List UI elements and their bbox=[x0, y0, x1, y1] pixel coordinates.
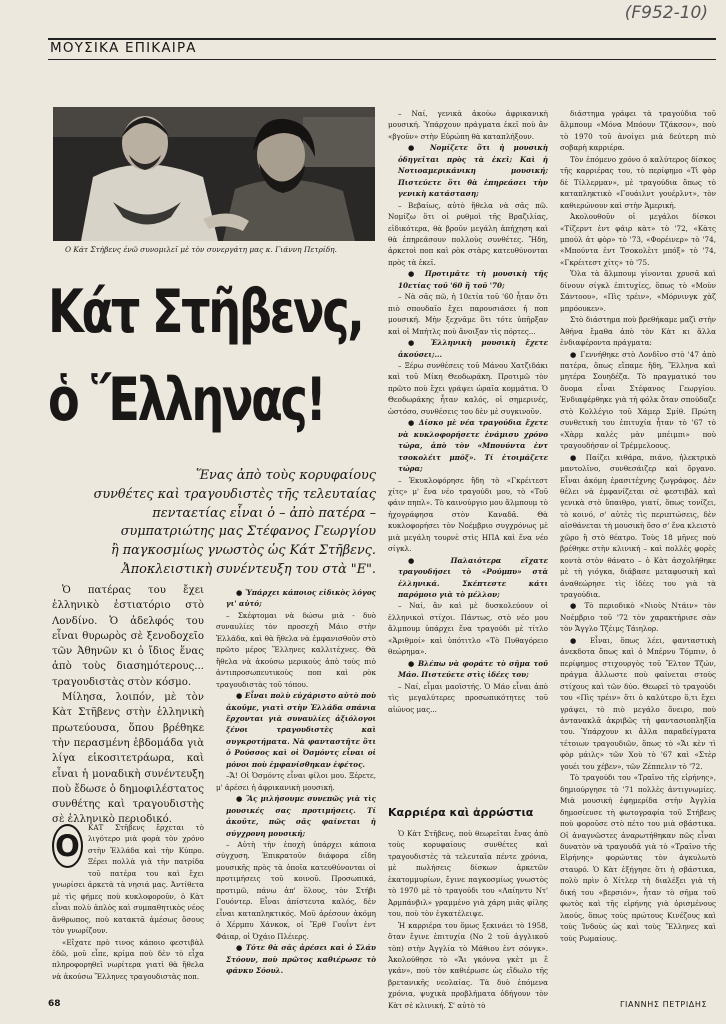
paragraph: «Εἴχατε πρὸ τινος κάποιο φεστιβὰλ ἐδῶ, μοῦ εἶπε, κρίμα ποὺ δὲν τὸ εἶχα πληροφορηθεῖ νωρίτερα γιατὶ θὰ ἤθελα νὰ ἀκούσω Ἕλληνες τραγουδιστὰς ποπ. bbox=[52, 937, 204, 981]
paragraph: Ὁ πατέρας του ἔχει ἑλληνικὸ ἑστιατόριο στὸ Λονδίνο. Ὁ ἀδελφός του εἶναι θυρωρὸς σὲ ξενοδοχεῖο τῶν Ἀθηνῶν κι ὁ ἴδιος ἕνας ἀπὸ τοὺς διασημότερους... τραγουδιστὰς στὸν κόσμο. bbox=[52, 585, 204, 688]
standfirst-line: ἢ παγκοσμίως γνωστὸς ὡς Κάτ Στῆβενς. bbox=[111, 543, 376, 559]
paragraph: Μίλησα, λοιπόν, μὲ τὸν Κὰτ Στῆβενς στὴν ἑλληνικὴ πρωτεύουσα, ὅπου βρέθηκε τὴν περασμένη ἑβδομάδα γιὰ λίγα εἰκοσιτετράωρα, καὶ εἶναι ἡ μοναδικὴ συνέντευξη ποὺ ἔδωσε ὁ δημοφιλέστατος συνθέτης καὶ τραγουδιστὴς σὲ ἑλληνικὸ περιοδικό. bbox=[52, 692, 204, 826]
standfirst-line: πενταετίας εἶναι ὁ – ἀπὸ πατέρα – bbox=[152, 505, 376, 521]
interview-answer: – Ναί, γενικὰ ἀκούω ἀφρικανικὴ μουσική. Ὑπάρχουν πράγματα ἐκεῖ ποὺ ἂν «βγοῦν» στὴν Εὐρώπη θὰ καταπλήξουν. bbox=[388, 109, 548, 141]
interview-answer: – Σκέφτομαι νὰ δώσω μιὰ - δυὸ συναυλίες τὸν προσεχῆ Μάιο στὴν Ἑλλάδα, καὶ θὰ ἤθελα νὰ ἐμφανισθοῦν στὸ πρῶτο μέρος Ἕλληνες καλλιτέχνες. Θὰ ἤθελα νὰ ἀκούσω μερικοὺς ἀπὸ τοὺς πιὸ ἀντιπροσωπευτικοὺς ποπ καὶ ρὸκ τραγουδιστὰς τοῦ τόπου. bbox=[216, 610, 376, 689]
interview-answer: – Ξέρω συνθέσεις τοῦ Μάνου Χατζιδάκι καὶ τοῦ Μίκη Θεοδωράκη. Προτιμῶ τὸν πρῶτο ποὺ ἔχει γράψει ὡραῖα κομμάτια. Ὁ Θεοδωράκης ἦταν καλός, οἱ σημερινές, ὡστόσο, συνθέσεις του δὲν μὲ συγκινοῦν. bbox=[388, 360, 548, 416]
drop-cap: Ο bbox=[52, 824, 83, 868]
interview-question: ● Ἑλληνικὴ μουσικὴ ἔχετε ἀκούσει;... bbox=[388, 337, 548, 360]
standfirst-line: συνθέτες καὶ τραγουδιστὲς τῆς τελευταίας bbox=[93, 486, 376, 502]
column-1-lead bbox=[52, 583, 204, 828]
interview-question: ● Ὑπάρχει κάποιος εἰδικὸς λόγος γι' αὐτό; bbox=[216, 587, 376, 610]
headline-line-2: ὁ Ἕλληνας! bbox=[48, 365, 325, 435]
column-2 bbox=[216, 587, 376, 976]
interview-answer: – Ναί, εἶμαι μαοϊστής. Ὁ Μάο εἶναι ἀπὸ τὶς μεγαλύτερες προσωπικότητες τοῦ αἰώνος μας... bbox=[388, 681, 548, 714]
paragraph: ● Εἶναι, ὅπως λέει, φανταστικὴ ἀνεκδοτα ὅπως καὶ ὁ Μπέρνυ Τόμπιν, ὁ περίφημος στιχουργὸς τοῦ Ἔλτον Τζών, πράγμα ἄλλωστε ποὺ φαίνεται στοὺς στίχους καὶ τῶν δύο. Θεωρεῖ τὸ τραγούδι του «Πὶς τρέιν» ὅτι ὁ καλύτερο ὅ,τι ἔχει γράψει, τὸ πιὸ μεγάλο ὄνειρο, ποὺ ἀντανακλᾶ ἀκριβῶς τὴ φαντασιοπληξία του. Ὑπάρχουν κι ἄλλα παραδείγματα τέτοιων τραγουδιῶν, ὅπως τὸ «Ἄι κὲν τὶ φὸρ μάιλς» τῶν Χοὺ τὸ '67 καὶ «Στὲρ γουέι του χέβεν», τῶν Ζέππελιν τὸ '72. bbox=[560, 635, 716, 771]
interview-question: ● Προτιμᾶτε τὴ μουσικὴ τῆς 10ετίας τοῦ '60 ἢ τοῦ '70; bbox=[388, 268, 548, 291]
interview-answer: – Βεβαίως, αὐτὸ ἤθελα νὰ σᾶς πῶ. Νομίζω ὅτι οἱ ρυθμοὶ τῆς Βραζιλίας, εἰδικότερα, θὰ βροῦν μεγάλη ἀπήχηση καὶ θὰ ἐπηρεάσουν πολλοὺς συνθέτες. Ἤδη, ἀρκετοὶ ποπ καὶ ρὸκ στὰρς κατευθύνονται πρὸς τὰ ἐκεῖ. bbox=[388, 200, 548, 267]
standfirst-line: Ἀποκλειστικὴ συνέντευξη του στὰ "Ε". bbox=[121, 561, 376, 577]
paragraph: Τὸ τραγούδι του «Τραῖνο τῆς εἰρήνης», δημιούργησε τὸ '71 πολλὲς ἀντιγνωμίες. Μιὰ μουσικὴ ἐφημερίδα στὴν Ἀγγλία δημοσίευσε τὴ φωτογραφία τοῦ Στήβενς ποὺ φοροῦσε στὸ πέτο του μιὰ σβάστικα. Οἱ ἀναγνῶστες ἀναρωτήθηκαν πῶς εἶναι δυνατὸν νὰ τραγουδᾶ γιὰ τὸ «Τραῖνο τῆς Εἰρήνης» φορώντας τὸν ἀγκυλωτὸ σταυρό. Ὁ Κὰτ ἐξήγησε ὅτι ἡ σβάστικα, πολὺ πρὶν ὁ Χίτλερ τὴ διαλέξει γιὰ τὴ δική του «βερσιόν», ἦταν τὸ σῆμα τοῦ φωτὸς καὶ τῆς εἰρήνης γιὰ ὁρισμένους λαούς, ὅπως τοὺς πρώτους Κινέζους καὶ τοὺς Ἰνδοὺς ὡς καὶ τοὺς Ἕλληνες καὶ τοὺς Ρωμαίους. bbox=[560, 773, 716, 943]
interview-question: ● Εἶναι πολὺ εὐχάριστο αὐτὸ ποὺ ἀκοῦμε, γιατὶ στὴν Ἑλλάδα σπάνια ἔρχονται γιὰ συναυλίες ἀξιόλογοι ξένοι τραγουδιστὲς καὶ συγκροτήματα. Νὰ φανταστῆτε ὅτι ὁ Ρούσσος καὶ οἱ Ὀσμόντς εἶναι οἱ μόνοι ποὺ ἐμφανίσθηκαν ἐφέτος. bbox=[216, 690, 376, 770]
interview-answer: –Ἄ! Οἱ Ὀσμόντς εἶναι φίλοι μου. Ξέρετε, μ' ἀρέσει ἡ ἀφρικανικὴ μουσική. bbox=[216, 771, 376, 792]
subheading: Καρριέρα καὶ ἀρρώστια bbox=[388, 806, 534, 819]
header-rule-bottom bbox=[48, 59, 716, 60]
interview-answer: – Αὐτὴ τὴν ἐποχὴ ὑπάρχει κάποια σύγχυση. Ἐπικρατοῦν διάφορα εἴδη μουσικῆς πρὸς τὰ ὁποῖα κατευθύνονται οἱ προτιμήσεις τοῦ κοινοῦ. Προσωπικά, προτιμῶ, πάνω ἀπ' ὅλους, τὸν Στήβι Γουόντερ. Εἶναι ἀπίστευτα καλός, δὲν εἶναι καταπληκτικός. Μοῦ ἀρέσουν ἀκόμη ὁ Χέρμπυ Χάνκοκ, οἱ Ἔρθ Γουΐντ ἐντ Φάιαρ, οἱ Ὀχάιο Πλέιερς. bbox=[216, 839, 376, 941]
interview-answer: – Ἐκυκλοφόρησε ἤδη τὸ «Γκρέιτεστ χίτς» μ' ἕνα νέο τραγούδι μου, τὸ «Τοῦ φάιν πηπλ». Τὸ καινούργιο μου ἄλμπουμ τὸ ἠχογράφησα στὸν Καναδᾶ. Θὰ κυκλοφορήσει τὸν Νοέμβριο συγχρόνως μὲ μιὰ μεγάλη τουρνὲ στὶς ΗΠΑ καὶ ἕνα νέο σίγκλ. bbox=[388, 475, 548, 554]
standfirst-line: Ἕνας ἀπὸ τοὺς κορυφαίους bbox=[195, 468, 376, 483]
interview-photo bbox=[53, 107, 375, 241]
author-signature: ΓΙΑΝΝΗΣ ΠΕΤΡΙΔΗΣ bbox=[620, 1000, 708, 1009]
paragraph: ● Τὸ περιοδικὸ «Νιοὺς Ντάιν» τὸν Νοέμβριο τοῦ '72 τὸν χαρακτήρισε σὰν τὸν Ἄγγλο Τζέιμς Τάιηλορ. bbox=[560, 601, 716, 634]
interview-question: ● Νομίζετε ὅτι ἡ μουσικὴ ὁδηγεῖται πρὸς τὰ ἐκεῖ; Καὶ ἡ Νοτιοαμερικάνικη μουσική; Πιστεύετε ὅτι θὰ ἐπηρεάσει τὴν γενικὴ κατάσταση; bbox=[388, 142, 548, 199]
interview-question: ● Παλαιότερα εἴχατε τραγουδήσει τὸ «Ρούμπυ» στὰ ἑλληνικά. Σκέπτεστε κάτι παρόμοιο γιὰ τὸ μέλλον; bbox=[388, 555, 548, 601]
paragraph: Ἡ καρριέρα του ὅμως ξεκινάει τὸ 1958, ὅταν ἔγινε ἐπιτυχία (Νο 2 τοῦ ἀγγλικοῦ τὸπ) στὴν Ἀγγλία τὸ Μάθιου ἐντ σόνγκ». Ἀκολούθησε τὸ «Ἄι γκόννα γκὲτ μι ἒ γκάν», ποὺ τὸν καθιέρωσε ὡς εἴδωλο τῆς βρετανικῆς νεολαίας. Τὰ δυὸ ἑπόμενα χρόνια, ψυχικὰ προβλήματα ὁδήγουν τὸν Κὰτ σὲ κλινική. Σ' αὐτὸ τὸ bbox=[388, 920, 548, 1010]
photo-caption: Ο Κάτ Στήβενς ένῶ συνομιλεῖ μὲ τὸν συνεργάτη μας κ. Γιάννη Πετρίδη. bbox=[65, 245, 337, 254]
interview-question: ● Τότε θὰ σᾶς ἀρέσει καὶ ὁ Σλάυ Στόουν, ποὺ πρῶτος καθιέρωσε τὸ φάνκυ Σόουλ. bbox=[216, 942, 376, 976]
page-number: 68 bbox=[48, 999, 61, 1009]
interview-answer: – Ναί, ἂν καὶ μὲ δυσκολεύουν οἱ ἑλληνικοὶ στίχοι. Πάντως, στὸ νέο μου ἄλμπουμ ὑπάρχει ἕνα τραγούδι μὲ τίτλο «Ἀριθμοί» καὶ ὑπότιτλο «Τὸ Πυθαγόρειο θεώρημα». bbox=[388, 601, 548, 657]
handwritten-archive-note: (F952-10) bbox=[624, 3, 708, 23]
paragraph: Ὁ Κὰτ Στῆβενς, ποὺ θεωρεῖται ἕνας ἀπὸ τοὺς κορυφαίους συνθέτες καὶ τραγουδιστὲς τὰ τελευταῖα πέντε χρόνια, μὲ πωλήσεις δίσκων ἀρκετῶν ἑκατομμυρίων, ἔγινε παγκοσμίως γνωστὸς τὸ 1970 μὲ τὸ τραγούδι του «Λαίηντυ Ντ' Ἀρμπάνβιλ» γραμμένο γιὰ χάρη μιᾶς φίλης του, ποὺ τὸν ἐγκατέλειψε. bbox=[388, 829, 548, 919]
column-3 bbox=[388, 108, 548, 715]
interview-question: ● Βλέπω νὰ φοράτε τὸ σῆμα τοῦ Μάο. Πιστεύετε στὶς ἰδέες του; bbox=[388, 658, 548, 681]
section-title: ΜΟΥΣΙΚΑ ΕΠΙΚΑΙΡΑ bbox=[50, 40, 197, 56]
paragraph: Ἀκολουθοῦν οἱ μεγάλοι δίσκοι «Τίζερντ ἐντ φάιρ κὰτ» τὸ '72, «Κὰτς μπούλ ἀτ φὸρ» τὸ '73, «Φορέινερ» τὸ '74, «Μπούντα ἐντ Τσοκολὲιτ μπόξ» τὸ '74, «Γκρέιτεστ χίτς» τὸ '75. bbox=[560, 212, 716, 267]
column-1 bbox=[52, 822, 204, 982]
headline-line-1: Κάτ Στῆβενς, bbox=[48, 277, 363, 347]
column-3-continued bbox=[388, 828, 548, 1011]
paragraph: Τὸν ἑπόμενο χρόνο ὁ καλύτερος δίσκος τῆς καρριέρας του, τὸ περίφημο «Τὶ φὸρ δὲ Τίλλερμαν», μὲ τραγούδια ὅπως τὸ καταπληκτικὸ «Γουάιλντ γουέρλντ», τὸν καθιερώνουν καὶ στὴν Ἀμερική. bbox=[560, 154, 716, 210]
interview-question: ● Ἂς μιλήσουμε συνεπῶς γιὰ τὶς μουσικές σας προτιμήσεις. Τί ἀκοῦτε, πῶς σᾶς φαίνεται ἡ σύγχρονη μουσική; bbox=[216, 793, 376, 839]
interview-answer: – Νὰ σᾶς πῶ, ἡ 10ετία τοῦ '60 ἦταν ὅτι πιὸ σπουδαῖο ἔχει παρουσιάσει ἡ ποπ μουσική. Μὴν ξεχνᾶμε ὅτι τότε ὑπῆρξαν καὶ οἱ Μπήτλς ποὺ ἄνοιξαν τὶς πόρτες... bbox=[388, 292, 548, 336]
paragraph: ΚΑΤ Στῆβενς ἔρχεται τὸ λιγότερο μιὰ φορὰ τὸν χρόνο στὴν Ἑλλάδα καὶ τὴν Κύπρο. Ξέρει πολλὰ γιὰ τὴν πατρίδα τοῦ πατέρα του καὶ ἔχει γνωρίσει ἀρκετὰ τὰ νησιά μας. Ἀντίθετα μὲ τὶς φήμες ποὺ κυκλοφοροῦν, ὁ Κὰτ εἶναι πολὺ ἁπλὸς καὶ συμπαθητικὸς νέος ἄνθρωπος, ποὺ κατακτᾶ ἀμέσως ὅσους τὸν γνωρίζουν. bbox=[52, 823, 204, 936]
paragraph: διάστημα γράφει τὰ τραγούδια τοῦ ἄλμπουμ «Μόνα Μπόουν Τζάκσον», ποὺ τὸ 1970 τοῦ ἀνοίγει μιὰ δεύτερη πιὸ σοβαρὴ καρριέρα. bbox=[560, 109, 716, 153]
column-4 bbox=[560, 108, 716, 944]
paragraph: ● Γεννήθηκε στὸ Λονδῖνο στὸ '47 ἀπὸ πατέρα, ὅπως εἴπαμε ἤδη, Ἕλληνα καὶ μητέρα Σουηδέζα. Τὸ πραγματικό του ὄνομα εἶναι Στέφανος Γεωργίου. Ἐνδιαφέρθηκε γιὰ τὴ φόλκ ὅταν σπούδαζε στὸ Κολλέγιο τοῦ Χάμερ Σμίθ. Πρώτη συνθετικὴ του ἐπιτυχία ἦταν τὸ '67 τὸ «Χὰρμ καλὲς μὰν μπέιμπι» ποὺ τραγουδήσαν οἱ Τρέμμελοους. bbox=[560, 349, 716, 451]
paragraph: Στὸ διάστημα ποὺ βρεθήκαμε μαζὶ στὴν Ἀθήνα ἔμαθα ἀπὸ τὸν Κὰτ κι ἄλλα ἐνδιαφέροντα πράγματα: bbox=[560, 315, 716, 348]
interview-question: ● Δίσκο μὲ νέα τραγούδια ἔχετε νὰ κυκλοφορήσετε ἐνάμισυ χρόνο τώρα, ἀπὸ τὸν «Μπουύντα ἐντ τσοκολέιτ μπόξ». Τί ἑτοιμάζετε τώρα; bbox=[388, 417, 548, 474]
paragraph: ● Παίζει κιθάρα, πιάνο, ἠλεκτρικὸ μαντολῖνο, συνθεσάιζερ καὶ ὄργανο. Εἶναι ἀκόμη ἐρασιτέχνης ζωγράφος. Δὲν θέλει νὰ ἐμφανίζεται σὲ φεστιβὰλ καὶ γενικὰ στὸ ὕπαιθρο, γιατί, ὅπως τονίζει, τὸ κοινό, σ' αὐτὲς τὶς περιπτώσεις, δὲν αἰσθάνεται τὴ μουσικὴ ὅσο σ' ἕνα κλειστὸ χῶρο ἢ στὸ θέατρο. Τοὺς 18 μῆνες ποὺ βρέθηκε στὴν κλινική – καὶ πολλὲς φορὲς κοντὰ στὸν θάνατο – ὁ Κὰτ ἀσχολήθηκε μὲ τὴ γιόγκα, διάβασε μεταφυσικὴ καὶ ἀναθεώρησε τὶς ἰδέες του γιὰ τὰ τραγούδια. bbox=[560, 452, 716, 600]
standfirst-line: συμπατριώτης μας Στέφανος Γεωργίου bbox=[120, 524, 376, 540]
standfirst bbox=[88, 467, 376, 580]
paragraph: Ὅλα τὰ ἄλμπουμ γίνονται χρυσᾶ καὶ δίνουν σίγκλ ἐπιτυχίες, ὅπως τὸ «Μοὺν Σάντοου», «Πὶς τρέιν», «Μόρνινγκ χὰζ μπρόουκεν». bbox=[560, 269, 716, 313]
